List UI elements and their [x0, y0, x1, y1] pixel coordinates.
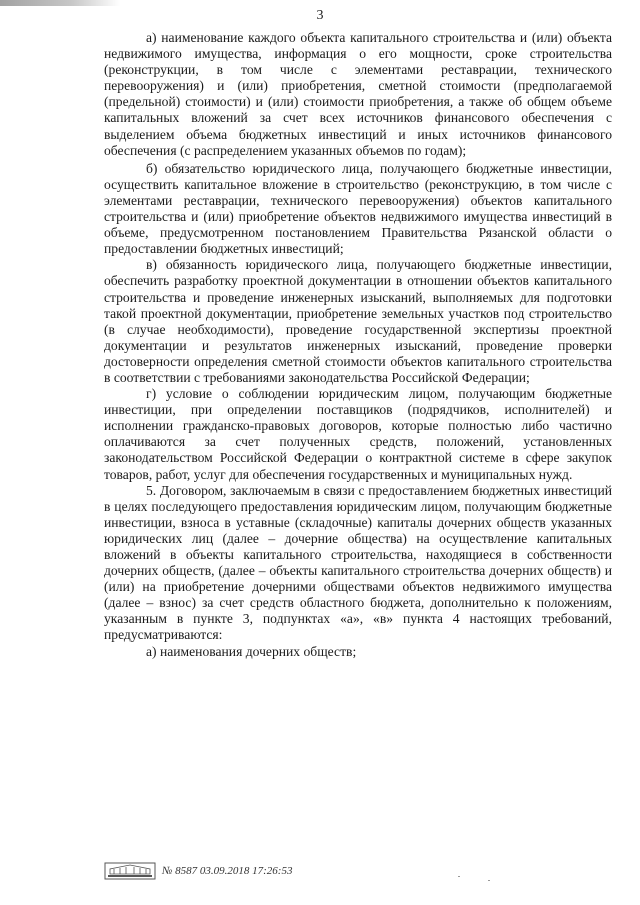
- page-number: 3: [316, 8, 324, 23]
- paragraph-b: б) обязательство юридического лица, получающего бюджетные инвестиции, осуществить капитальное вложение в строительство (реконструкцию, в том числе с элементами реставрации, технического перевооружения) объектов капитального строительства и (или) приобретение объектов недвижимого имущества инвестиций в объеме, предусмотренном постановлением Правительства Рязанской области о предоставлении бюджетных инвестиций;: [104, 160, 612, 257]
- paragraph-5: 5. Договором, заключаемым в связи с предоставлением бюджетных инвестиций в целях последующего предоставления юридическим лицом, получающим бюджетные инвестиции, взноса в уставные (складочные) капиталы дочерних обществ указанных юридических лиц (далее – дочерние общества) на осуществление капитальных вложений в объекты капитального строительства, находящиеся в собственности дочерних обществ, (далее – объекты капитального строительства дочерних обществ) и (или) на приобретение дочерними обществами объектов недвижимого имущества (далее – взнос) за счет средств областного бюджета, дополнительно к положениям, указанным в пункте 3, подпунктах «а», «в» пункта 4 настоящих требований, предусматриваются:: [104, 482, 612, 643]
- document-body: [104, 30, 612, 660]
- paragraph-g: г) условие о соблюдении юридическим лицом, получающим бюджетные инвестиции, при определении поставщиков (подрядчиков, исполнителей) и исполнении гражданско-правовых договоров, которые полностью либо частично оплачиваются за счет полученных средств, положений, установленных законодательством Российской Федерации о контрактной системе в сфере закупок товаров, работ, услуг для обеспечения государственных и муниципальных нужд.: [104, 386, 612, 482]
- document-footer: [104, 861, 292, 881]
- building-stamp-icon: [104, 862, 156, 880]
- scan-speck: [488, 880, 490, 881]
- document-id: № 8587 03.09.2018 17:26:53: [162, 865, 293, 877]
- paragraph-a: а) наименование каждого объекта капитального строительства и (или) объекта недвижимого имущества, информация о его мощности, сроке строительства (реконструкции, в том числе с элементами реставрации, технического перевооружения) и (или) приобретения, сметной стоимости (предполагаемой (предельной) стоимости) и (или) стоимости приобретения, а также об общем объеме капитальных вложений за счет всех источников финансового обеспечения с выделением объема бюджетных инвестиций и иных источников финансового обеспечения (с распределением указанных объемов по годам);: [104, 30, 612, 158]
- scan-artifact: [0, 0, 120, 6]
- scan-speck: [458, 876, 460, 877]
- paragraph-v: в) обязанность юридического лица, получающего бюджетные инвестиции, обеспечить разработку проектной документации в отношении объектов капитального строительства и проведение инженерных изысканий, выполняемых для подготовки такой проектной документации, приобретение земельных участков под строительство (в случае необходимости), проведение государственной экспертизы проектной документации и результатов инженерных изысканий, проведение проверки достоверности определения сметной стоимости объектов капитального строительства в соответствии с требованиями законодательства Российской Федерации;: [104, 257, 612, 385]
- paragraph-5a: а) наименования дочерних обществ;: [146, 643, 357, 659]
